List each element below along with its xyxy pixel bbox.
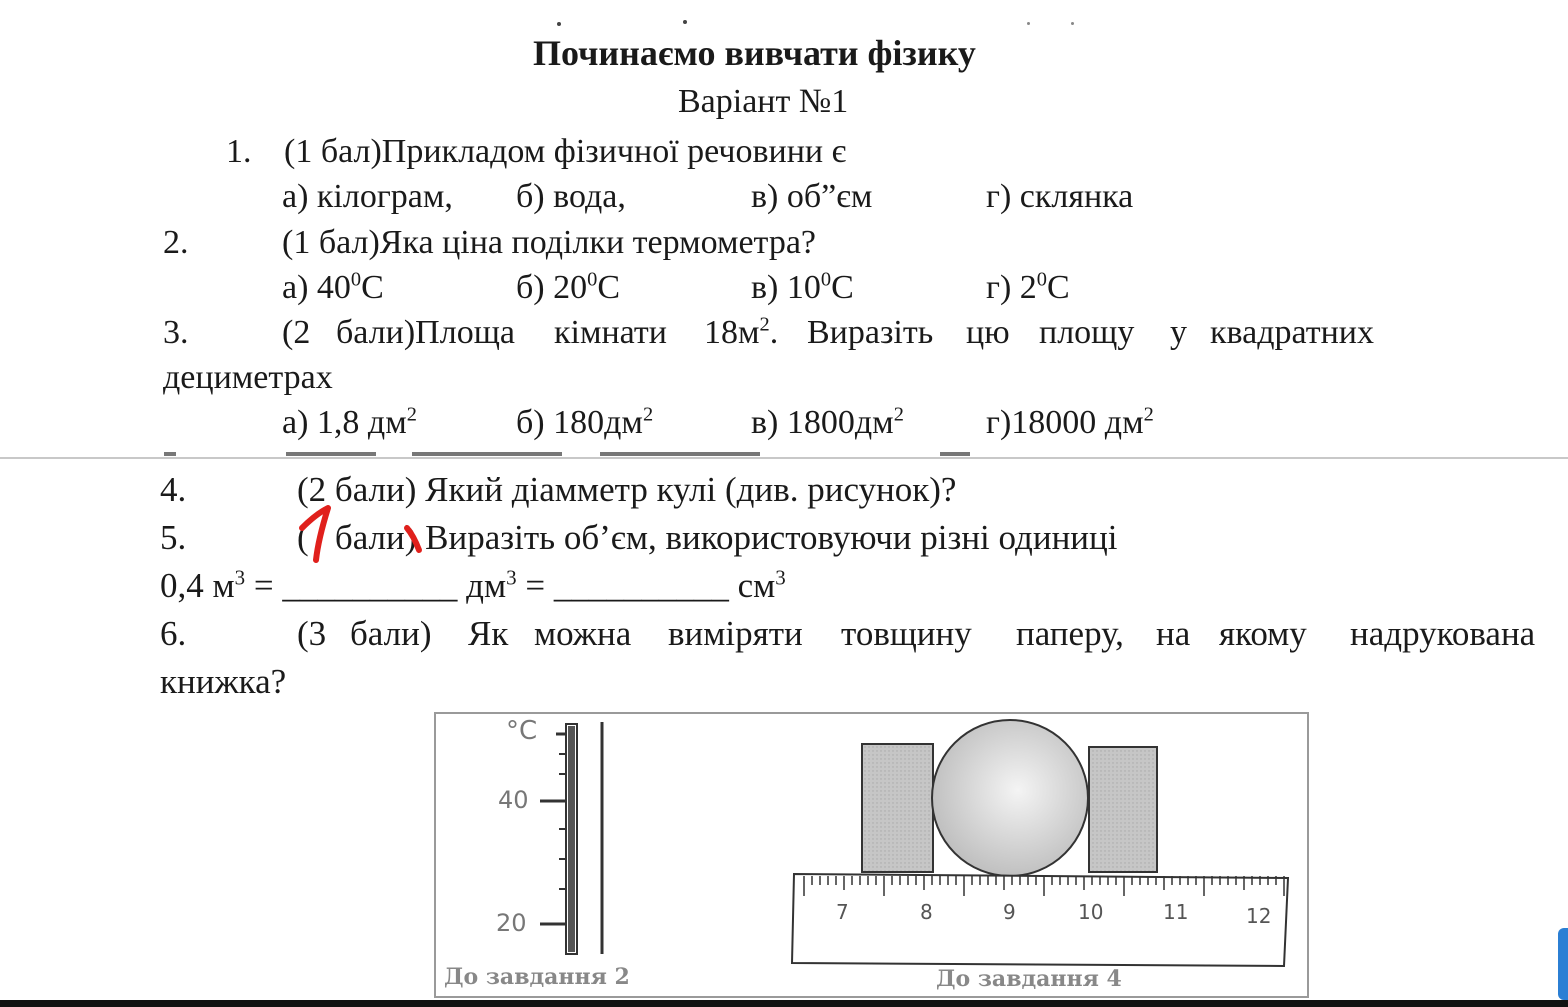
q3-word: площу (1039, 314, 1135, 351)
q6-word: на (1156, 614, 1191, 653)
caption-task-2: До завдання 2 (444, 964, 630, 990)
q6-text-line2: книжка? (160, 662, 287, 701)
ruler-label-7: 7 (836, 900, 849, 924)
figure-drawing (436, 714, 1307, 996)
cutoff-text-fragment (412, 452, 562, 456)
left-block (862, 744, 933, 872)
ruler-label-9: 9 (1003, 900, 1016, 924)
variant-title: Варіант №1 (678, 83, 849, 120)
ball (932, 720, 1088, 876)
ruler (792, 874, 1288, 966)
q3-option-b: б) $180дм^2$ (516, 403, 654, 441)
q3-option-d: г)18000 $дм^2$ (986, 403, 1154, 441)
stray-dot (1027, 22, 1030, 25)
q6-word: можна (534, 614, 632, 653)
q3-word: квадратних (1210, 314, 1374, 351)
crop-divider (0, 457, 1568, 459)
q3-word: цю (966, 314, 1010, 351)
q2-option-b: б) $20^0С$ (516, 268, 621, 306)
q1-text: (1 бал)Прикладом фізичної речовини є (284, 133, 847, 170)
q6-word: виміряти (668, 614, 803, 653)
q3-word: бали)Площа (336, 314, 515, 351)
q6-word: якому (1219, 614, 1307, 653)
q4-number: 4. (160, 470, 187, 509)
cutoff-text-fragment (286, 452, 376, 456)
q5-conversion-line: 0,4 $м^3$ = __________ $дм^3$ = __________ $см^3$ (160, 565, 786, 605)
handwritten-correction-mark (290, 500, 440, 570)
q2-text: (1 бал)Яка ціна поділки термометра? (282, 224, 817, 261)
q3-area: $18м^2$. (704, 313, 779, 351)
bottom-edge-bar (0, 1000, 1568, 1007)
ruler-label-11: 11 (1163, 900, 1189, 924)
q6-word: Як (468, 614, 509, 653)
q3-word: Виразіть (807, 314, 934, 351)
q6-word: товщину (841, 614, 972, 653)
q2-option-c: в) $10^0С$ (751, 268, 854, 306)
thermometer (540, 722, 602, 954)
q4-text: (2 бали) Який діамметр кулі (див. рисунок)? (297, 470, 957, 509)
stray-dot (683, 20, 687, 24)
ruler-label-12: 12 (1246, 904, 1272, 928)
q1-option-d: г) склянка (986, 178, 1134, 215)
q3-option-c: в) $1800дм^2$ (751, 403, 904, 441)
page-title: Починаємо вивчати фізику (533, 33, 976, 73)
q6-word: бали) (350, 614, 432, 653)
q6-word: (3 (297, 614, 327, 653)
q1-option-c: в) об”єм (751, 178, 873, 215)
q1-option-b: б) вода, (516, 178, 626, 215)
q5-number: 5. (160, 518, 187, 557)
figure-panel (434, 712, 1309, 998)
ruler-label-8: 8 (920, 900, 933, 924)
q3-word: кімнати (554, 314, 667, 351)
cutoff-text-fragment (940, 452, 970, 456)
q2-option-a: а) $40^0С$ (282, 268, 384, 306)
right-block (1089, 747, 1157, 872)
stray-dot (1071, 22, 1074, 25)
caption-task-4: До завдання 4 (936, 966, 1122, 992)
q3-number: 3. (163, 314, 189, 351)
q2-option-d: г) $2^0С$ (986, 268, 1070, 306)
q6-number: 6. (160, 614, 187, 653)
ruler-label-10: 10 (1078, 900, 1104, 924)
q1-number: 1. (226, 133, 252, 170)
q1-option-a: а) кілограм, (282, 178, 453, 215)
q3-text-line2: дециметрах (163, 359, 333, 396)
q3-word: (2 (282, 314, 311, 351)
q2-number: 2. (163, 224, 189, 261)
q6-word: паперу, (1016, 614, 1124, 653)
stray-dot (557, 22, 561, 26)
cutoff-text-fragment (164, 452, 176, 456)
thermometer-unit-label: °C (506, 716, 538, 746)
q3-option-a: а) 1,8 $дм^2$ (282, 403, 417, 441)
thermometer-label-20: 20 (496, 909, 527, 937)
q3-word: у (1170, 314, 1187, 351)
q6-word: надрукована (1350, 614, 1536, 653)
q5-text: ( бали) Виразіть об’єм, використовуючи різні одиниці (297, 518, 1118, 557)
scrollbar-tab[interactable] (1558, 928, 1568, 1000)
thermometer-label-40: 40 (498, 786, 529, 814)
cutoff-text-fragment (600, 452, 760, 456)
